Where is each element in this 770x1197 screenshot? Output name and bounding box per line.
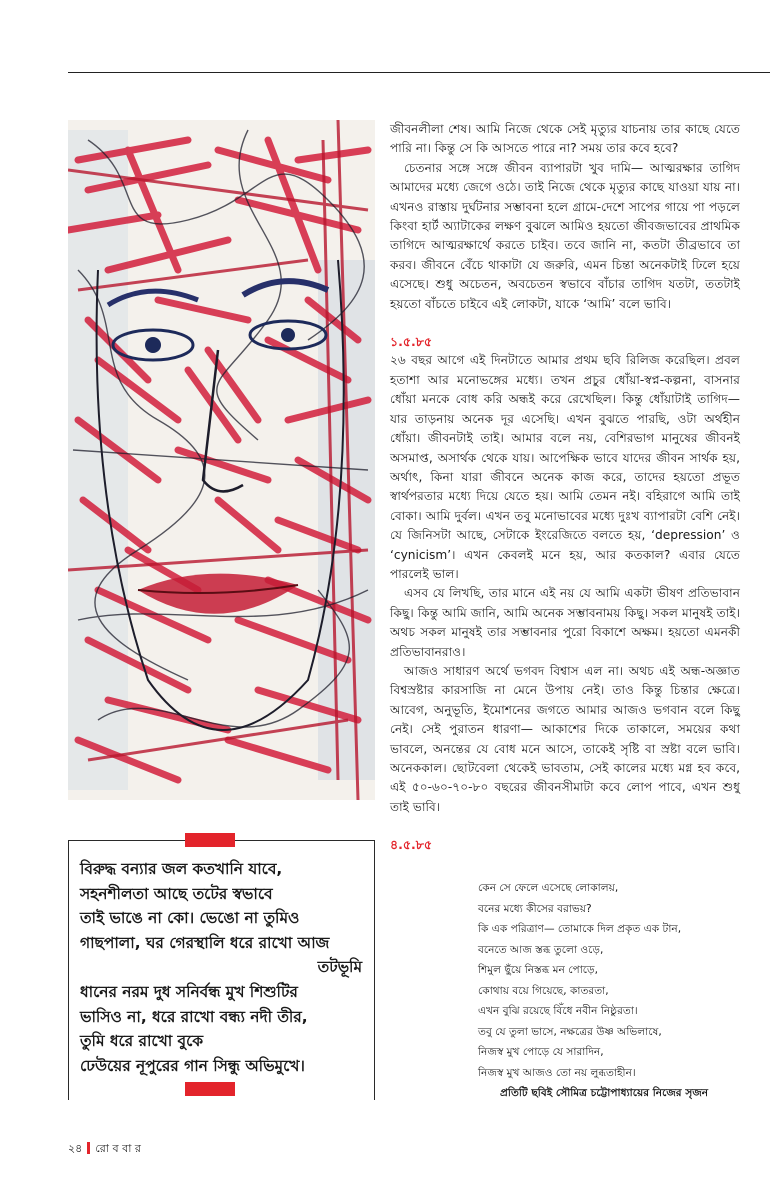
paragraph-2: চেতনার সঙ্গে সঙ্গে জীবন ব্যাপারটা খুব দামি— আত্মরক্ষার তাগিদ আমাদের মধ্যে জেগে ওঠে। তাই নিজে থেকে মৃত্যুর কাছে যাওয়া যায় না। এখনও রাস্তায় দুর্ঘটনার সম্ভাবনা হলে গ্রামে-দেশে সাপের গায়ে পা পড়লে কিংবা হার্ট অ্যাটাকের লক্ষণ বুঝলে আমিও হয়তো জীবজভাবের প্রাথমিক তাগিদে আত্মরক্ষার্থে করতে চাইব। তবে জানি না, কতটা তীব্রভাবে তা করব। জীবনে বেঁচে থাকাটা যে জরুরি, এমন চিন্তা অনেকটাই ঢিলে হয়ে এসেছে। শুধু অচেতন, অবচেতন স্বভাবে বাঁচার তাগিদ যতটা, ততটাই হয়তো বাঁচতে চাইবে এই লোকটা, যাকে ‘আমি’ বলে ভাবি। — [390, 160, 740, 311]
poem-line: তুমি ধরে রাখো বুকে — [80, 1032, 204, 1051]
poem-line: ধানের নরম দুধ সনির্বন্ধ মুখ শিশুটির — [80, 982, 298, 1001]
poem-line: বনের মধ্যে কীসের বরাভয়? — [478, 902, 592, 915]
poem-line: কেন সে ফেলে এসেছে লোকালয়, — [478, 882, 619, 894]
poem-line: তাই ভাঙে না কো। ভেঙো না তুমিও — [80, 909, 300, 928]
poem-line: কোথায় বয়ে গিয়েছে, কাতরতা, — [478, 984, 609, 997]
poem-line: শিমুল ছুঁয়ে নিস্তব্ধ মন পোড়ে, — [478, 964, 598, 976]
image-credit: প্রতিটি ছবিই সৌমিত্র চট্টোপাধ্যায়ের নিজের সৃজন — [500, 1087, 709, 1099]
poem-line: তবু যে তুলা ভাসে, নক্ষত্রের উষ্ণ অভিলাষে, — [478, 1025, 662, 1038]
date-heading-2: ৪.৫.৮৫ — [390, 837, 432, 853]
poem-line: ঢেউয়ের নূপুরের গান সিন্ধু অভিমুখে। — [80, 1056, 305, 1075]
face-painting — [68, 120, 375, 800]
page-number: ২৪ — [68, 1142, 83, 1155]
accent-bar-top — [185, 833, 235, 847]
poem-line: বনেতে আজ স্তব্ধ তুলো ওড়ে, — [478, 943, 604, 956]
poem-line: এখন বুঝি রয়েছে বিঁধে নবীন নিষ্ঠুরতা। — [478, 1005, 638, 1017]
poem-line: কি এক পরিত্রাণ— তোমাকে দিল প্রকৃত এক টান, — [478, 923, 682, 935]
paragraph-1: জীবনলীলা শেষ। আমি নিজে থেকে সেই মৃত্যুর যাচনায় তার কাছে যেতে পারি না। কিন্তু সে কি আসতে পারে না? সময় তার কবে হবে? — [390, 122, 740, 156]
footer-divider — [87, 1142, 90, 1154]
accent-bar-bottom — [185, 1082, 235, 1096]
article-column — [390, 120, 740, 855]
poem-line: তটভূমি — [317, 958, 362, 977]
paragraph-4: এসব যে লিখছি, তার মানে এই নয় যে আমি একটা ভীষণ প্রতিভাবান কিছু। কিন্তু আমি জানি, আমি অনেক সম্ভাবনাময় কিছু। সকল মানুষই তাই। অথচ সকল মানুষই তার সম্ভাবনার পুরো বিকাশে অক্ষম। হয়তো এমনকী প্রতিভাবানরাও। — [390, 586, 740, 659]
poem-line: সহনশীলতা আছে তটের স্বভাবে — [80, 884, 273, 903]
poem-line: নিজস্ব মুখ আজও তো নয় লুব্ধতাহীন। — [478, 1066, 636, 1079]
featured-poem — [80, 857, 370, 1078]
poem-line: ভাসিও না, ধরে রাখো বন্ধ্য নদী তীর, — [80, 1007, 308, 1026]
magazine-name: রো ব বা র — [95, 1142, 141, 1155]
poem-line: গাছপালা, ঘর গেরস্থালি ধরে রাখো আজ — [80, 933, 330, 952]
small-poem — [478, 878, 758, 1083]
paragraph-3: ২৬ বছর আগে এই দিনটাতে আমার প্রথম ছবি রিলিজ করেছিল। প্রবল হতাশা আর মনোভঙ্গের মধ্যে। তখন প্রচুর ধোঁয়া-স্বপ্ন-কল্পনা, বাসনার ধোঁয়া মনকে বোধ করি অন্ধই করে রেখেছিল। কিন্তু ধোঁয়াটাই তাগিদ— যার তাড়নায় অনেক দূর এসেছি। এখন বুঝতে পারছি, ওটা অর্থহীন ধোঁয়া। জীবনটাই তাই। আমার বলে নয়, বেশিরভাগ মানুষের জীবনই অসমাপ্ত, অসার্থক থেকে যায়। আপেক্ষিক ভাবে যাদের জীবন সার্থক হয়, অর্থাৎ, কিনা যারা জীবনে অনেক কাজ করে, তাদের হয়তো প্রভূত স্বার্থপরতার মধ্যে দিয়ে যেতে হয়। আমি তেমন নই। বহিরাগে আমি তাই বোকা। আমি দুর্বল। এখন তবু মনোভাবের মধ্যে দুঃখ ব্যাপারটা বেশি নেই। যে জিনিসটা আছে, সেটাকে ইংরেজিতে বলতে হয়, ‘depression’ ও ‘cynicism’। এখন কেবলই মনে হয়, আর কতকাল? এবার যেতে পারলেই ভাল। — [390, 353, 740, 581]
top-rule — [68, 72, 770, 73]
poem-line: নিজস্ব মুখ পোড়ে যে সারাদিন, — [478, 1046, 604, 1058]
paragraph-5: আজও সাধারণ অর্থে ভগবদ বিশ্বাস এল না। অথচ এই অন্ধ-অজ্ঞাত বিশ্বস্রষ্টার কারসাজি না মেনে উপায় নেই। তাও কিন্তু চিন্তার ক্ষেত্রে। আবেগ, অনুভূতি, ইমোশনের জগতে আমার আজও ভগবান বলে কিছু নেই। সেই পুরাতন ধারণা— আকাশের দিকে তাকালে, সময়ের কথা ভাবলে, অনন্তের যে বোধ মনে আসে, তাকেই সৃষ্টি বা স্রষ্টা বলে ভাবি। অনেককাল। ছোটবেলা থেকেই ভাবতাম, সেই কালের মধ্যে মগ্ন হব কবে, এই ৫০-৬০-৭০-৮০ বছরের জীবনসীমাটা কবে লোপ পাবে, এখন শুধু তাই ভাবি। — [390, 663, 740, 814]
page-footer — [68, 1140, 141, 1159]
date-heading-1: ১.৫.৮৫ — [390, 334, 432, 350]
poem-line: বিরুদ্ধ বন্যার জল কতখানি যাবে, — [80, 860, 283, 878]
